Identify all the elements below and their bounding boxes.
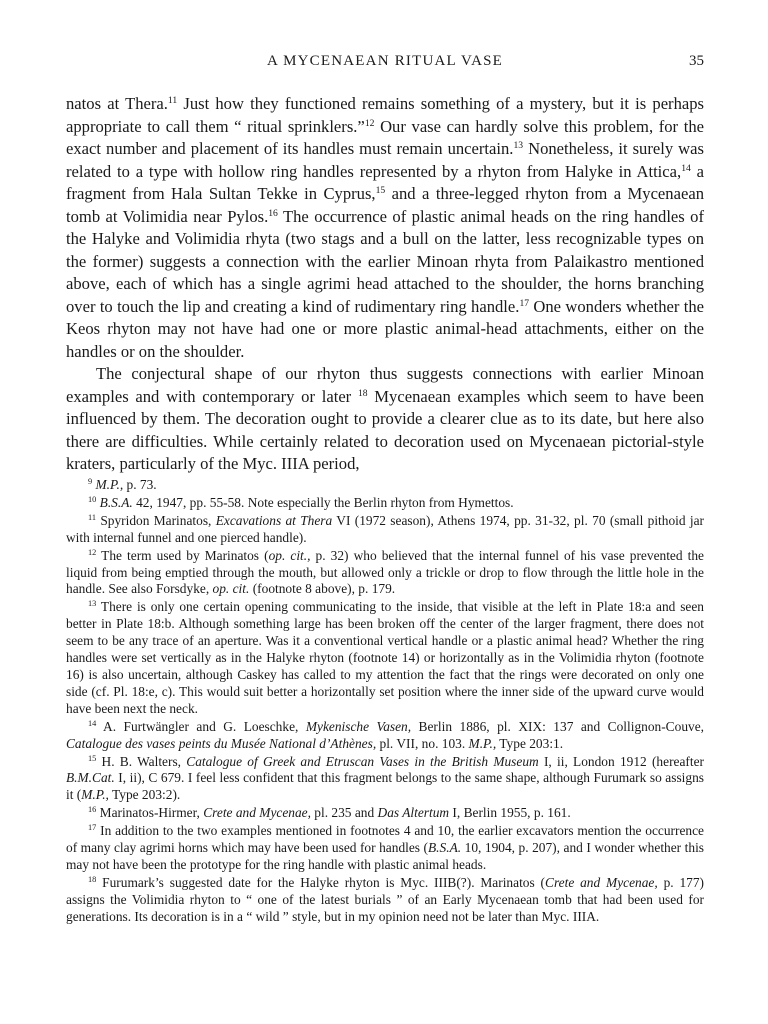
text-run: The conjectural shape of our rhyton thus suggests connections with earlier Minoan examples and with contemporary or later bbox=[66, 364, 704, 406]
text-run: The occurrence of plastic animal heads on the ring handles of the Halyke and Volimidia rhyta (two stags and a bull on the latter, less recognizable types on the former) suggests a connection with the earlier Minoan rhyta from Palaikastro mentioned above, each of which has a single agrimi head attached to the shoulder, the horns branching over to touch the lip and creating a kind of rudimentary ring handle. bbox=[66, 206, 704, 316]
footnote-ref: 17 bbox=[519, 297, 530, 309]
text-run: Berlin 1886, pl. XIX: 137 and Collignon-Couve, bbox=[411, 718, 704, 734]
italic-text: M.P., bbox=[468, 735, 497, 751]
text-run: 42, 1947, pp. 55-58. Note especially the Berlin rhyton from Hymettos. bbox=[132, 494, 514, 510]
footnote-ref: 11 bbox=[167, 95, 178, 107]
text-run: Spyridon Marinatos, bbox=[100, 512, 216, 528]
text-run: VI (1972 season), Athens 1974, pp. 31-32, pl. 70 (small pithoid jar with internal funnel and one pierced handle). bbox=[66, 512, 705, 545]
footnote-number: 12 bbox=[88, 547, 97, 557]
text-run: natos at Thera. bbox=[66, 94, 168, 113]
text-run: The term used by Marinatos ( bbox=[101, 547, 269, 563]
footnote-number: 9 bbox=[88, 477, 93, 487]
text-run: p. 32) who believed that the internal funnel of his vase prevented the liquid from being emptied through the mouth, but allowed only a trickle or drop to flow through the little hole in the handle. See also Forsdyke, bbox=[66, 547, 705, 597]
text-run: One wonders whether the Keos rhyton may not have had one or more plastic animal-head attachments, either on the handles or on the shoulder. bbox=[66, 296, 704, 361]
footnote bbox=[66, 805, 704, 822]
footnote-number: 15 bbox=[88, 753, 97, 763]
italic-text: Das Altertum bbox=[377, 805, 450, 821]
italic-text: Crete and Mycenae, bbox=[545, 874, 658, 890]
page bbox=[66, 0, 704, 1024]
text-run: I, Berlin 1955, p. 161. bbox=[449, 805, 571, 821]
paragraph bbox=[66, 363, 704, 476]
footnote-number: 14 bbox=[88, 718, 97, 728]
text-run: Nonetheless, it surely was related to a type with hollow ring handles represented by a rhyton from Halyke in Attica, bbox=[66, 139, 704, 181]
text-run: In addition to the two examples mentioned in footnotes 4 and 10, the earlier excavators mention the occurrence of many clay agrimi horns which may have been used for handles ( bbox=[66, 823, 705, 856]
footnote bbox=[66, 719, 704, 753]
text-run: and a three-legged rhyton from a Mycenaean tomb at Volimidia near Pylos. bbox=[66, 184, 704, 226]
text-run: A. Furtwängler and G. Loeschke, bbox=[103, 718, 306, 734]
italic-text: B.S.A. bbox=[99, 494, 133, 510]
text-run: I, ii, London 1912 (hereafter bbox=[538, 753, 704, 769]
body-text bbox=[66, 93, 704, 476]
page-number: 35 bbox=[689, 53, 704, 69]
text-run: Just how they functioned remains something of a mystery, but it is perhaps appropriate to call them “ ritual sprinklers.” bbox=[66, 94, 705, 136]
footnote-ref: 18 bbox=[357, 387, 368, 399]
text-run: Furumark’s suggested date for the Halyke rhyton is Myc. IIIB(?). Marinatos ( bbox=[102, 874, 546, 890]
footnote-number: 17 bbox=[88, 823, 97, 833]
footnote-number: 18 bbox=[88, 874, 97, 884]
footnote bbox=[66, 754, 704, 805]
footnotes bbox=[66, 477, 704, 927]
footnote bbox=[66, 823, 704, 874]
text-run: Type 203:2). bbox=[108, 787, 181, 803]
text-run: I, ii), C 679. I feel less confident that this fragment belongs to the same shape, although Furumark so assigns it ( bbox=[66, 770, 704, 803]
footnote-number: 11 bbox=[88, 512, 96, 522]
footnote-ref: 13 bbox=[513, 140, 524, 152]
italic-text: Crete and Mycenae, bbox=[203, 805, 311, 821]
text-run: (footnote 8 above), p. 179. bbox=[249, 581, 396, 597]
italic-text: B.M.Cat. bbox=[66, 770, 115, 786]
text-run: There is only one certain opening communicating to the inside, that visible at the left in Plate 18:a and seen better in Plate 18:b. Although something large has been broken off the center of the larger fragment, there does not seem to be any trace of an aperture. Was it a conventional vertical handle or a plastic animal head? Whether the ring handles were set vertically as in the Halyke rhyton (footnote 14) or horizontally as in the Volimidia rhyton (footnote 16) is also uncertain, although Caskey has called to my attention the fact that the rings were decorated on only one side (cf. Pl. 18:e, c). This would suit better a horizontally set position where the inner side of the upward curve would have been next the neck. bbox=[66, 599, 704, 716]
text-run: Mycenaean examples which seem to have been influenced by them. The decoration ought to provide a clearer clue as to its date, but here also there are difficulties. While certainly related to decoration used on Mycenaean pictorial-style kraters, particularly of the Myc. IIIA period, bbox=[66, 386, 704, 473]
text-run: 10, 1904, p. 207), and I wonder whether this may not have been the prototype for the ring handle with plastic animal heads. bbox=[66, 840, 705, 872]
text-run: H. B. Walters, bbox=[101, 753, 187, 769]
italic-text: Excavations at Thera bbox=[215, 512, 333, 528]
footnote-ref: 14 bbox=[681, 162, 691, 174]
text-run: Marinatos-Hirmer, bbox=[99, 805, 204, 821]
text-run: pl. 235 and bbox=[310, 805, 378, 821]
footnote bbox=[66, 477, 704, 494]
text-run: pl. VII, no. 103. bbox=[376, 735, 469, 751]
paragraph bbox=[66, 93, 704, 363]
text-run: Type 203:1. bbox=[496, 735, 564, 751]
italic-text: M.P., bbox=[81, 787, 109, 803]
italic-text: op. cit. bbox=[212, 581, 250, 597]
running-header bbox=[66, 53, 704, 73]
footnote bbox=[66, 548, 704, 599]
text-run: a fragment from Hala Sultan Tekke in Cyprus, bbox=[66, 161, 704, 203]
footnote-number: 10 bbox=[88, 494, 97, 504]
italic-text: B.S.A. bbox=[428, 840, 462, 856]
footnote-ref: 15 bbox=[375, 185, 386, 197]
footnote-number: 16 bbox=[88, 805, 97, 815]
footnote bbox=[66, 513, 704, 547]
italic-text: op. cit., bbox=[268, 547, 311, 563]
footnote bbox=[66, 875, 704, 926]
text-run: p. 73. bbox=[123, 477, 157, 492]
footnote-ref: 12 bbox=[364, 117, 375, 129]
italic-text: Catalogue des vases peints du Musée National d’Athènes, bbox=[66, 735, 377, 751]
text-run: Our vase can hardly solve this problem, for the exact number and placement of its handles must remain uncertain. bbox=[66, 116, 705, 158]
italic-text: Catalogue of Greek and Etruscan Vases in the British Museum bbox=[186, 753, 539, 769]
text-run: p. 177) assigns the Volimidia rhyton to “ one of the latest burials ” of an Early Mycenaean tomb that had been used for generations. Its decoration is in a “ wild ” style, but in my opinion need not be later than Myc. IIIA. bbox=[66, 874, 704, 924]
footnote-ref: 16 bbox=[268, 207, 278, 219]
italic-text: M.P., bbox=[95, 477, 124, 492]
footnote bbox=[66, 599, 704, 717]
italic-text: Mykenische Vasen, bbox=[305, 718, 412, 734]
footnote-number: 13 bbox=[88, 599, 97, 609]
running-title: A MYCENAEAN RITUAL VASE bbox=[266, 53, 504, 69]
footnote bbox=[66, 495, 704, 512]
